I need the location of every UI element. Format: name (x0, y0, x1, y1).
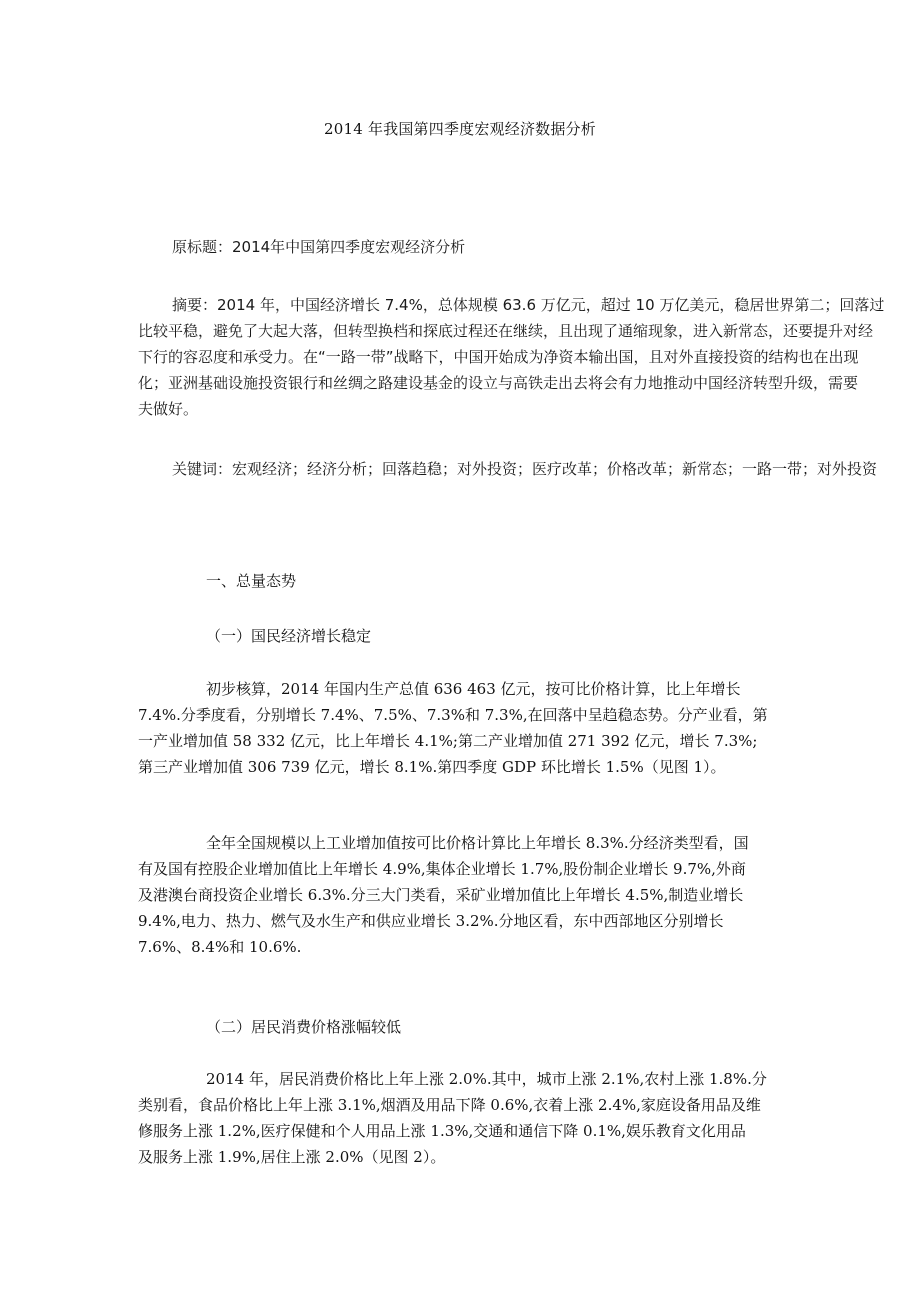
paragraph-line: 9.4%,电力、热力、燃气及水生产和供应业增长 3.2%.分地区看，东中西部地区分别增长 (138, 912, 724, 930)
abstract-line: 夫做好。 (138, 400, 199, 418)
abstract (138, 292, 920, 422)
paragraph-line: 及港澳台商投资企业增长 6.3%.分三大门类看，采矿业增加值比上年增长 4.5%,制造业增长 (138, 886, 744, 904)
abstract-line: 下行的容忍度和承受力。在“一路一带”战略下，中国开始成为净资本输出国，且对外直接投资的结构也在出现 (138, 348, 859, 366)
paragraph-line: 第三产业增加值 306 739 亿元，增长 8.1%.第四季度 GDP 环比增长 1.5%（见图 1）。 (138, 758, 726, 776)
paragraph-line: 2014 年，居民消费价格比上年上涨 2.0%.其中，城市上涨 2.1%,农村上涨 1.8%.分 (206, 1070, 767, 1088)
abstract-line: 比较平稳，避免了大起大落，但转型换档和探底过程还在继续，且出现了通缩现象，进入新常态，还要提升对经 (138, 322, 874, 340)
section-heading: 一、总量态势 (206, 572, 297, 590)
subsection-heading: （一）国民经济增长稳定 (206, 627, 372, 645)
paragraph-cpi (138, 1066, 782, 1170)
abstract-line: 摘要：2014 年，中国经济增长 7.4%，总体规模 63.6 万亿元，超过 10 万亿美元，稳居世界第二；回落过 (172, 296, 885, 314)
paragraph-line: 及服务上涨 1.9%,居住上涨 2.0%（见图 2）。 (138, 1148, 446, 1166)
paragraph-gdp (138, 676, 782, 780)
document-title: 2014 年我国第四季度宏观经济数据分析 (324, 120, 596, 138)
keywords: 关键词：宏观经济；经济分析；回落趋稳；对外投资；医疗改革；价格改革；新常态；一路一带；对外投资 (172, 460, 878, 478)
paragraph-line: 修服务上涨 1.2%,医疗保健和个人用品上涨 1.3%,交通和通信下降 0.1%,娱乐教育文化用品 (138, 1122, 746, 1140)
paragraph-line: 全年全国规模以上工业增加值按可比价格计算比上年增长 8.3%.分经济类型看，国 (206, 834, 749, 852)
subsection-heading: （二）居民消费价格涨幅较低 (206, 1018, 402, 1036)
paragraph-line: 一产业增加值 58 332 亿元，比上年增长 4.1%;第二产业增加值 271 392 亿元，增长 7.3%; (138, 732, 758, 750)
original-title: 原标题：2014年中国第四季度宏观经济分析 (172, 238, 466, 256)
paragraph-line: 7.6%、8.4%和 10.6%. (138, 938, 302, 956)
paragraph-line: 类别看，食品价格比上年上涨 3.1%,烟酒及用品下降 0.6%,衣着上涨 2.4%,家庭设备用品及维 (138, 1096, 761, 1114)
paragraph-line: 有及国有控股企业增加值比上年增长 4.9%,集体企业增长 1.7%,股份制企业增长 9.7%,外商 (138, 860, 746, 878)
paragraph-industry (138, 830, 782, 960)
paragraph-line: 初步核算，2014 年国内生产总值 636 463 亿元，按可比价格计算，比上年增长 (206, 680, 741, 698)
abstract-line: 化；亚洲基础设施投资银行和丝绸之路建设基金的设立与高铁走出去将会有力地推动中国经济转型升级，需要 (138, 374, 859, 392)
paragraph-line: 7.4%.分季度看，分别增长 7.4%、7.5%、7.3%和 7.3%,在回落中呈趋稳态势。分产业看，第 (138, 706, 768, 724)
